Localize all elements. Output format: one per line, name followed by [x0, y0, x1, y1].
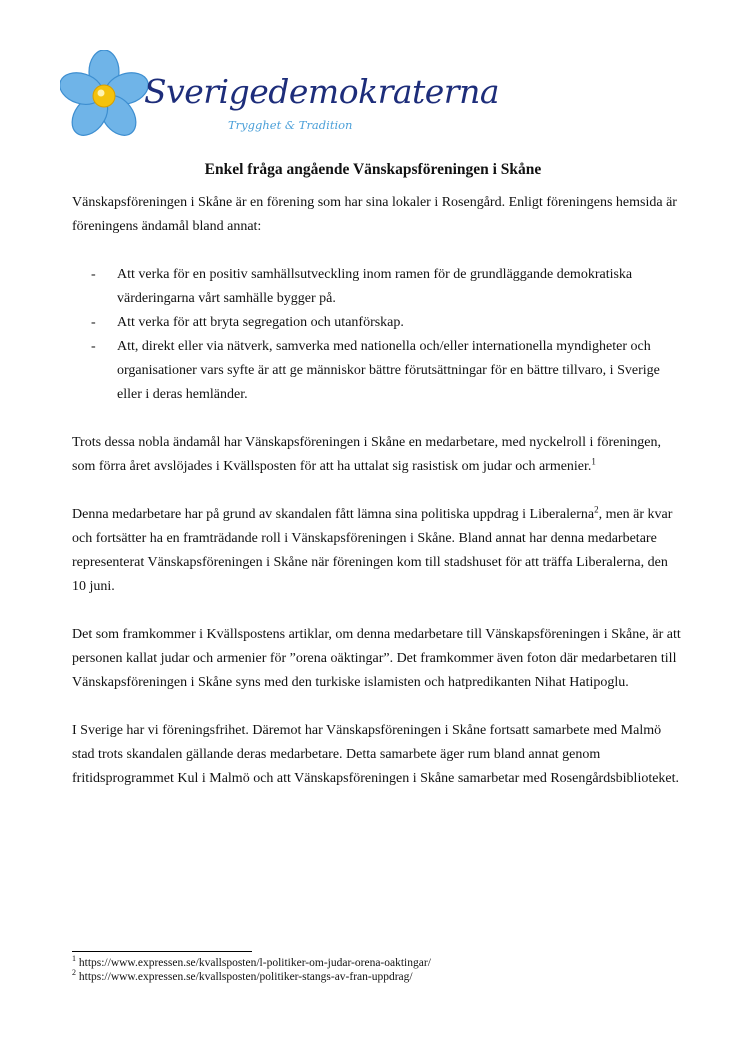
- footnote-ref-2: 2: [594, 504, 599, 515]
- footnote-1: $^1$ https://www.expressen.se/kvallsposten/l-politiker-om-judar-orena-oaktingar/: [72, 954, 431, 969]
- party-logo: [60, 50, 500, 140]
- logo-tagline: Trygghet & Tradition: [228, 118, 353, 132]
- paragraph-4: I Sverige har vi föreningsfrihet. Däremot har Vänskapsföreningen i Skåne fortsatt samarbete med Malmö stad trots skandalen gällande deras medarbetare. Detta samarbete äger rum bland annat genom fritidsprogrammet Kul i Malmö och att Vänskapsföreningen i Skåne samarbetar med Rosengårdsbiblioteket.: [72, 723, 680, 786]
- list-dash: -: [91, 339, 96, 354]
- paragraph-2: Denna medarbetare har på grund av skandalen fått lämna sina politiska uppdrag i Liberalerna$^2$, men är kvar och fortsätter ha en framträdande roll i Vänskapsföreningen i Skåne. Bland annat har denna medarbetare representerat Vänskapsföreningen i Skåne när föreningen kom till stadshuset för att träffa Liberalerna, den 10 juni.: [72, 504, 673, 594]
- list-item: - Att, direkt eller via nätverk, samverka med nationella och/eller internationella myndigheter och organisationer vars syfte är att ge människor bättre förutsättningar för en bättre tillvaro, i Sverige eller i deras hemländer.: [72, 335, 682, 407]
- list-dash: -: [91, 267, 96, 282]
- intro-paragraph: Vänskapsföreningen i Skåne är en förening som har sina lokaler i Rosengård. Enligt föreningens hemsida är föreningens ändamål bland annat:: [72, 195, 677, 234]
- footnote-link-2[interactable]: https://www.expressen.se/kvallsposten/politiker-stangs-av-fran-uppdrag/: [78, 971, 413, 983]
- footnote-link-1[interactable]: https://www.expressen.se/kvallsposten/l-politiker-om-judar-orena-oaktingar/: [78, 957, 431, 969]
- list-item: - Att verka för att bryta segregation och utanförskap.: [72, 311, 682, 335]
- logo-wordmark: Sverigedemokraterna: [144, 72, 500, 111]
- footnote-separator: [72, 951, 252, 952]
- footnote-2: $^2$ https://www.expressen.se/kvallsposten/politiker-stangs-av-fran-uppdrag/: [72, 968, 413, 983]
- purpose-list: [72, 263, 682, 407]
- document-body: [72, 191, 682, 791]
- paragraph-1: Trots dessa nobla ändamål har Vänskapsföreningen i Skåne en medarbetare, med nyckelroll i föreningen, som förra året avslöjades i Kvällsposten för att ha uttalat sig rasistisk om judar och armenier.$^1$: [72, 435, 661, 474]
- footnote-ref-1: 1: [591, 456, 596, 467]
- footnotes: [72, 956, 431, 984]
- document-title: Enkel fråga angående Vänskapsföreningen i Skåne: [204, 161, 542, 178]
- paragraph-3: Det som framkommer i Kvällspostens artiklar, om denna medarbetare till Vänskapsföreningen i Skåne, är att personen kallat judar och armenier för ”orena oäktingar”. Det framkommer även foton där medarbetaren till Vänskapsföreningen i Skåne syns med den turkiske islamisten och hatpredikanten Nihat Hatipoglu.: [72, 627, 681, 690]
- list-dash: -: [91, 315, 96, 330]
- list-item: - Att verka för en positiv samhällsutveckling inom ramen för de grundläggande demokratiska värderingarna vårt samhälle bygger på.: [72, 263, 682, 311]
